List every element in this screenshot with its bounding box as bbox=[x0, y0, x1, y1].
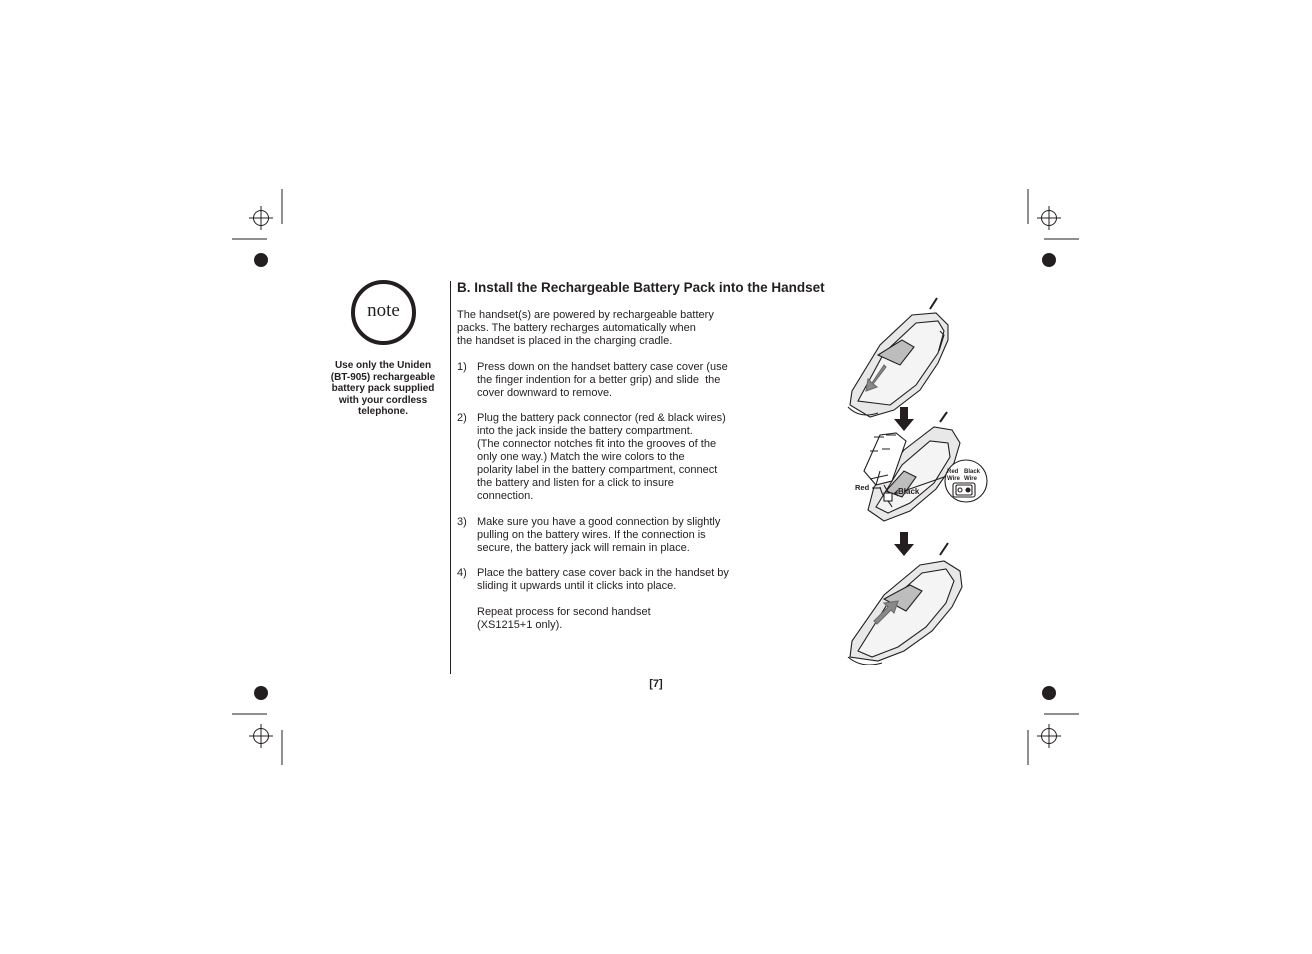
note-line: battery pack supplied bbox=[331, 383, 435, 395]
step-number: 2) bbox=[457, 412, 467, 424]
step-text: Make sure you have a good connection by slightly pulling on the battery wires. If the connection is secure, the battery jack will remain in place. bbox=[477, 516, 721, 554]
step-number: 1) bbox=[457, 361, 467, 373]
intro-paragraph: The handset(s) are powered by rechargeable battery packs. The battery recharges automatically when the handset is placed in the charging cradle. bbox=[457, 309, 714, 347]
note-badge-word: note bbox=[367, 300, 400, 321]
step-number: 4) bbox=[457, 567, 467, 579]
inset-label-red: Red bbox=[947, 469, 959, 475]
note-line: (BT-905) rechargeable bbox=[330, 371, 436, 383]
inset-label-wire-left: Wire bbox=[947, 476, 960, 482]
handset-battery-connection bbox=[864, 412, 987, 521]
note-line: Use only the Uniden bbox=[334, 360, 432, 371]
battery-install-illustration bbox=[840, 295, 1000, 665]
step-text: Plug the battery pack connector (red & black wires) into the jack inside the battery compartment. (The connector notches fit into the grooves of the only one way.) Match the wire colors to the polarity label in the battery compartment, connect the battery and listen for a click to insure connection. bbox=[477, 412, 726, 502]
page-number: [7] bbox=[649, 678, 663, 690]
label-black-wire: Black bbox=[898, 487, 920, 496]
note-text bbox=[326, 360, 440, 418]
step-text: Place the battery case cover back in the handset by sliding it upwards until it clicks into place. bbox=[477, 567, 729, 592]
section-heading: B. Install the Rechargeable Battery Pack into the Handset bbox=[457, 280, 825, 295]
note-line: with your cordless bbox=[338, 394, 428, 406]
label-red-wire: Red bbox=[855, 483, 870, 492]
inset-label-black: Black bbox=[964, 469, 981, 475]
note-icon bbox=[351, 280, 416, 345]
repeat-note: Repeat process for second handset (XS1215+1 only). bbox=[477, 606, 651, 631]
note-line: telephone. bbox=[357, 406, 408, 418]
handset-cover-replacement bbox=[848, 543, 962, 665]
handset-cover-removal bbox=[848, 298, 948, 417]
column-divider bbox=[450, 281, 451, 674]
step-text: Press down on the handset battery case cover (use the finger indention for a better grip) and slide the cover downward to remove. bbox=[477, 361, 728, 399]
inset-label-wire-right: Wire bbox=[964, 476, 977, 482]
step-number: 3) bbox=[457, 516, 467, 528]
